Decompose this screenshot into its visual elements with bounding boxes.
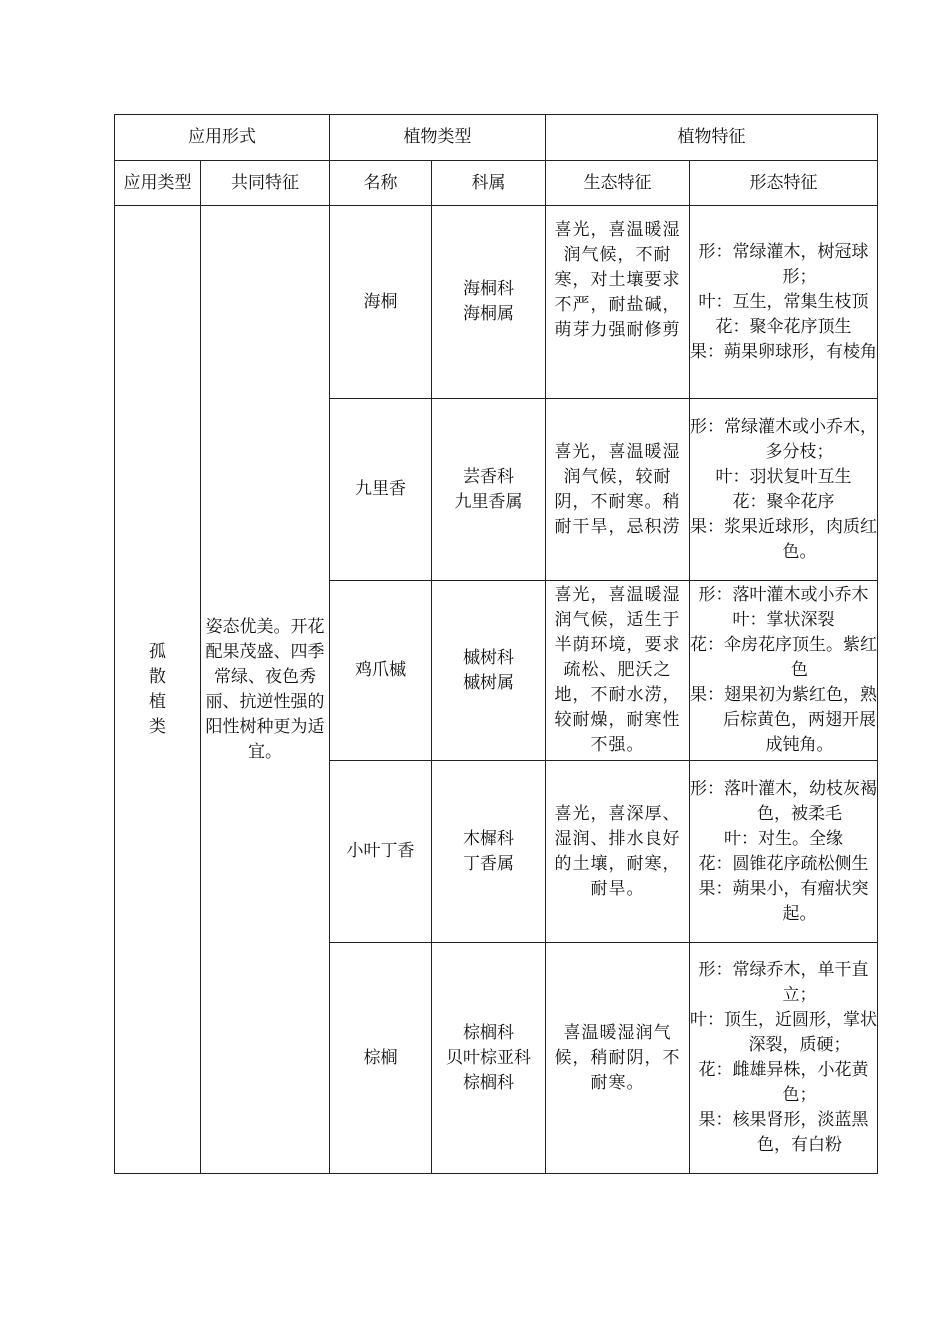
plant-family xyxy=(432,399,546,581)
family-line: 海桐科 xyxy=(463,279,514,299)
morph-leaf: 叶：对生。全缘 xyxy=(724,828,843,849)
plant-family xyxy=(432,943,546,1174)
morph-leaf: 叶：羽状复叶互生 xyxy=(715,466,852,487)
family-line: 槭树科 xyxy=(463,647,514,668)
header-eco: 生态特征 xyxy=(546,161,690,206)
eco-feature: 喜光，喜深厚、湿润、排水良好的土壤，耐寒，耐旱。 xyxy=(546,761,690,943)
header-family: 科属 xyxy=(432,161,546,206)
header-plant-features: 植物特征 xyxy=(546,115,878,161)
plant-name: 小叶丁香 xyxy=(330,761,432,943)
header-plant-type: 植物类型 xyxy=(330,115,546,161)
morph-fruit: 果：浆果近球形，肉质红色。 xyxy=(690,516,877,562)
morph-fruit: 果：核果肾形，淡蓝黑色，有白粉 xyxy=(698,1110,869,1155)
family-line: 棕榈科 xyxy=(463,1022,514,1043)
header-app-type: 应用类型 xyxy=(115,161,201,206)
subfamily-line: 贝叶棕亚科 xyxy=(446,1047,531,1068)
morph-flower: 花：聚伞花序顶生 xyxy=(715,316,852,337)
header-row-2 xyxy=(115,161,878,206)
morph-fruit: 果：蒴果卵球形，有棱角 xyxy=(690,341,877,362)
genus-line: 海桐属 xyxy=(463,304,514,324)
family-line: 木樨科 xyxy=(463,828,514,849)
morph-flower: 花：聚伞花序 xyxy=(732,491,835,512)
eco-feature: 喜光，喜温暖湿润气候，适生于半荫环境，要求疏松、肥沃之地，不耐水涝，较耐燥，耐寒性不强。 xyxy=(546,581,690,761)
morph-leaf: 叶：掌状深裂 xyxy=(732,610,835,630)
eco-feature: 喜光，喜温暖湿润气候，不耐寒，对土壤要求不严，耐盐碱，萌芽力强耐修剪 xyxy=(546,206,690,399)
morph-shape: 形：落叶灌木，幼枝灰褐色，被柔毛 xyxy=(690,778,877,824)
header-row-1 xyxy=(115,115,878,161)
morph-feature xyxy=(690,943,878,1174)
header-application-form: 应用形式 xyxy=(115,115,330,161)
morph-feature xyxy=(690,581,878,761)
morph-feature xyxy=(690,761,878,943)
app-type-cell xyxy=(115,206,201,1174)
plant-family xyxy=(432,206,546,399)
genus-line: 九里香属 xyxy=(454,491,523,512)
morph-flower: 花：雌雄异株，小花黄色； xyxy=(698,1060,869,1105)
header-name: 名称 xyxy=(330,161,432,206)
plant-name: 海桐 xyxy=(330,206,432,399)
genus-line: 棕榈科 xyxy=(463,1072,514,1093)
morph-leaf: 叶：顶生，近圆形，掌状深裂，质硬； xyxy=(690,1010,877,1055)
morph-flower: 花：圆锥花序疏松侧生 xyxy=(698,853,869,874)
common-features-value: 姿态优美。开花配果茂盛、四季常绿、夜色秀丽、抗逆性强的阳性树种更为适宜。 xyxy=(205,616,325,762)
plant-name: 棕榈 xyxy=(330,943,432,1174)
eco-feature: 喜温暖湿润气候，稍耐阴，不耐寒。 xyxy=(546,943,690,1174)
morph-shape: 形：落叶灌木或小乔木 xyxy=(698,585,869,605)
table-row xyxy=(115,206,878,399)
eco-feature: 喜光，喜温暖湿润气候，较耐阴，不耐寒。稍耐干旱，忌积涝 xyxy=(546,399,690,581)
plant-name: 鸡爪槭 xyxy=(330,581,432,761)
morph-flower: 花：伞房花序顶生。紫红色 xyxy=(690,635,877,680)
genus-line: 丁香属 xyxy=(463,853,514,874)
plant-family xyxy=(432,581,546,761)
plant-feature-table xyxy=(114,114,878,1174)
plant-family xyxy=(432,761,546,943)
morph-shape: 形：常绿灌木或小乔木，多分枝； xyxy=(690,416,877,462)
morph-fruit: 果：翅果初为紫红色，熟后棕黄色，两翅开展成钝角。 xyxy=(690,685,877,755)
header-common-features: 共同特征 xyxy=(201,161,330,206)
plant-name: 九里香 xyxy=(330,399,432,581)
genus-line: 槭树属 xyxy=(463,672,514,693)
header-morph: 形态特征 xyxy=(690,161,878,206)
morph-feature xyxy=(690,206,878,399)
app-type-value: 孤散植类 xyxy=(149,641,166,737)
morph-shape: 形：常绿灌木，树冠球形； xyxy=(698,241,869,287)
morph-shape: 形：常绿乔木，单干直立； xyxy=(698,960,869,1005)
family-line: 芸香科 xyxy=(463,466,514,487)
morph-fruit: 果：蒴果小，有瘤状突起。 xyxy=(698,878,869,924)
morph-leaf: 叶：互生，常集生枝顶 xyxy=(698,291,869,312)
morph-feature xyxy=(690,399,878,581)
common-features-cell xyxy=(201,206,330,1174)
